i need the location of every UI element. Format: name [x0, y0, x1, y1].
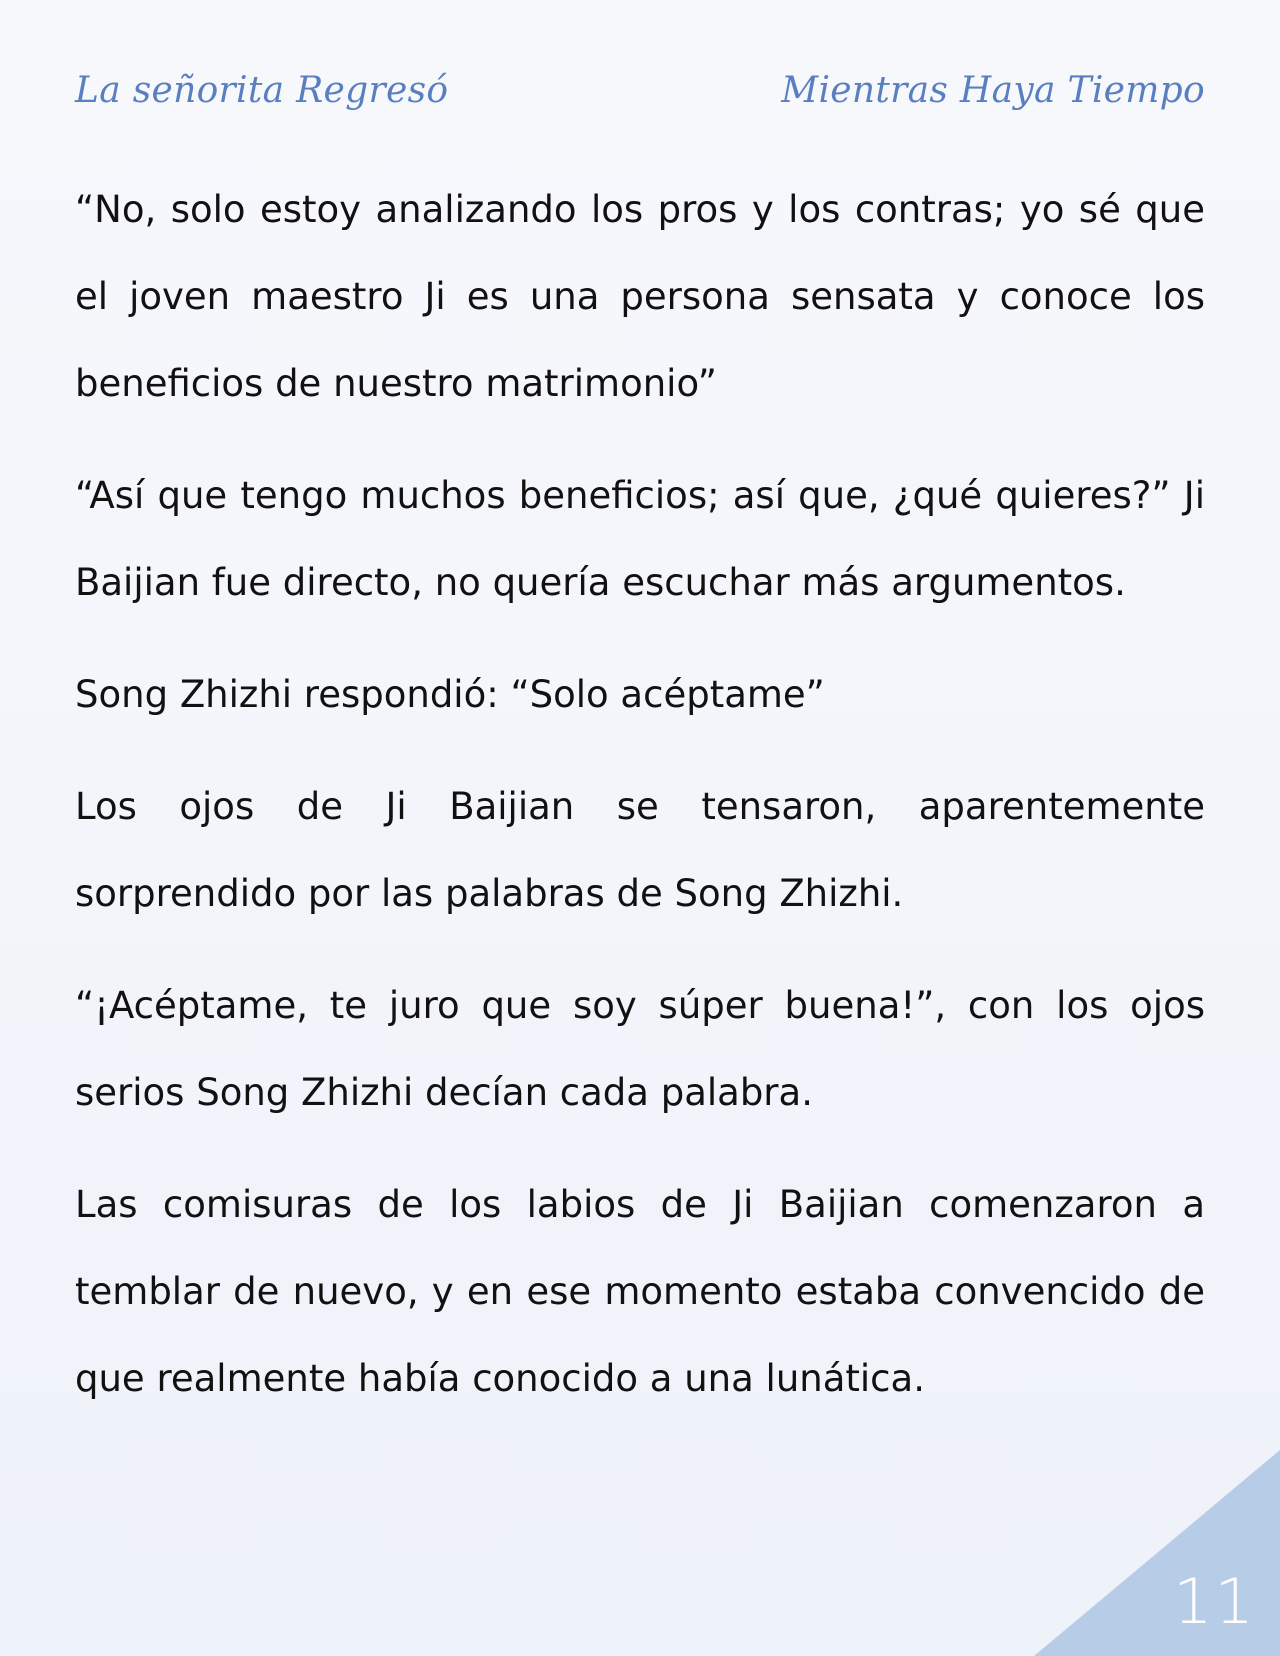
chapter-title: Mientras Haya Tiempo: [781, 70, 1205, 111]
page-header: [75, 70, 1205, 130]
paragraph-5: “¡Acéptame, te juro que soy súper buena!”, con los ojos serios Song Zhizhi decían cada palabra.: [75, 984, 1205, 1114]
paragraph-4: Los ojos de Ji Baijian se tensaron, aparentemente sorprendido por las palabras de Song Zhizhi.: [75, 785, 1205, 915]
paragraph-1: “No, solo estoy analizando los pros y los contras; yo sé que el joven maestro Ji es una persona sensata y conoce los beneficios de nuestro matrimonio”: [75, 188, 1205, 405]
page-body: [75, 166, 1205, 1422]
paragraph-2: “Así que tengo muchos beneficios; así que, ¿qué quieres?” Ji Baijian fue directo, no quería escuchar más argumentos.: [75, 474, 1205, 604]
page-number: 11: [1173, 1565, 1256, 1638]
book-title: La señorita Regresó: [75, 70, 449, 111]
paragraph-3: Song Zhizhi respondió: “Solo acéptame”: [75, 673, 825, 716]
paragraph-6: Las comisuras de los labios de Ji Baijian comenzaron a temblar de nuevo, y en ese momento estaba convencido de que realmente había conocido a una lunática.: [75, 1183, 1205, 1400]
